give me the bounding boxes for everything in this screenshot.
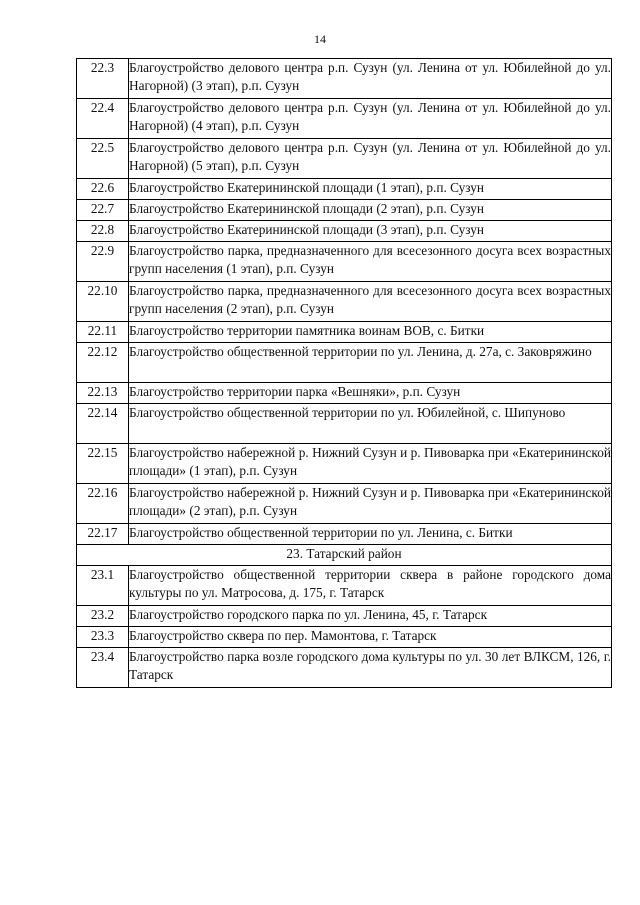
row-number: 23.1 xyxy=(77,566,129,606)
table-row xyxy=(77,627,612,648)
row-number: 22.5 xyxy=(77,139,129,179)
section-heading-row xyxy=(77,545,612,566)
table-row xyxy=(77,59,612,99)
row-number: 22.14 xyxy=(77,404,129,444)
row-description: Благоустройство набережной р. Нижний Сузун и р. Пивоварка при «Екатерининской площади» (1 этап), р.п. Сузун xyxy=(129,444,612,484)
row-number: 23.4 xyxy=(77,648,129,688)
table-row xyxy=(77,484,612,524)
table-row xyxy=(77,200,612,221)
row-description: Благоустройство парка, предназначенного для всесезонного досуга всех возрастных групп населения (1 этап), р.п. Сузун xyxy=(129,242,612,282)
table-row xyxy=(77,139,612,179)
row-number: 22.4 xyxy=(77,99,129,139)
table-row xyxy=(77,282,612,322)
table-row xyxy=(77,524,612,545)
row-description: Благоустройство Екатерининской площади (3 этап), р.п. Сузун xyxy=(129,221,612,242)
works-table xyxy=(76,58,612,688)
row-description: Благоустройство парка возле городского дома культуры по ул. 30 лет ВЛКСМ, 126, г. Татарск xyxy=(129,648,612,688)
table-row xyxy=(77,242,612,282)
row-number: 23.3 xyxy=(77,627,129,648)
row-description: Благоустройство общественной территории по ул. Ленина, д. 27а, с. Заковряжино xyxy=(129,343,612,383)
row-number: 22.13 xyxy=(77,383,129,404)
table-row xyxy=(77,444,612,484)
row-number: 22.7 xyxy=(77,200,129,221)
row-number: 22.11 xyxy=(77,322,129,343)
row-description: Благоустройство делового центра р.п. Сузун (ул. Ленина от ул. Юбилейной до ул. Нагорной) (5 этап), р.п. Сузун xyxy=(129,139,612,179)
row-description: Благоустройство парка, предназначенного для всесезонного досуга всех возрастных групп населения (2 этап), р.п. Сузун xyxy=(129,282,612,322)
table-row xyxy=(77,648,612,688)
row-number: 22.6 xyxy=(77,179,129,200)
row-description: Благоустройство делового центра р.п. Сузун (ул. Ленина от ул. Юбилейной до ул. Нагорной) (4 этап), р.п. Сузун xyxy=(129,99,612,139)
row-number: 23.2 xyxy=(77,606,129,627)
row-description: Благоустройство набережной р. Нижний Сузун и р. Пивоварка при «Екатерининской площади» (2 этап), р.п. Сузун xyxy=(129,484,612,524)
row-number: 22.8 xyxy=(77,221,129,242)
row-number: 22.3 xyxy=(77,59,129,99)
row-number: 22.17 xyxy=(77,524,129,545)
table-row xyxy=(77,343,612,383)
row-number: 22.15 xyxy=(77,444,129,484)
row-description: Благоустройство сквера по пер. Мамонтова, г. Татарск xyxy=(129,627,612,648)
table-row xyxy=(77,383,612,404)
table-row xyxy=(77,179,612,200)
row-description: Благоустройство делового центра р.п. Сузун (ул. Ленина от ул. Юбилейной до ул. Нагорной) (3 этап), р.п. Сузун xyxy=(129,59,612,99)
row-number: 22.10 xyxy=(77,282,129,322)
row-number: 22.12 xyxy=(77,343,129,383)
table-row xyxy=(77,606,612,627)
row-description: Благоустройство Екатерининской площади (1 этап), р.п. Сузун xyxy=(129,179,612,200)
row-description: Благоустройство общественной территории по ул. Юбилейной, с. Шипуново xyxy=(129,404,612,444)
table-row xyxy=(77,99,612,139)
page-number: 14 xyxy=(314,32,326,46)
table-row xyxy=(77,404,612,444)
section-heading: 23. Татарский район xyxy=(77,545,612,566)
row-description: Благоустройство территории памятника воинам ВОВ, с. Битки xyxy=(129,322,612,343)
row-description: Благоустройство территории парка «Вешняки», р.п. Сузун xyxy=(129,383,612,404)
row-description: Благоустройство городского парка по ул. Ленина, 45, г. Татарск xyxy=(129,606,612,627)
table-row xyxy=(77,221,612,242)
row-description: Благоустройство общественной территории по ул. Ленина, с. Битки xyxy=(129,524,612,545)
row-description: Благоустройство общественной территории сквера в районе городского дома культуры по ул. Матросова, д. 175, г. Татарск xyxy=(129,566,612,606)
row-number: 22.16 xyxy=(77,484,129,524)
table-row xyxy=(77,322,612,343)
row-number: 22.9 xyxy=(77,242,129,282)
row-description: Благоустройство Екатерининской площади (2 этап), р.п. Сузун xyxy=(129,200,612,221)
table-row xyxy=(77,566,612,606)
